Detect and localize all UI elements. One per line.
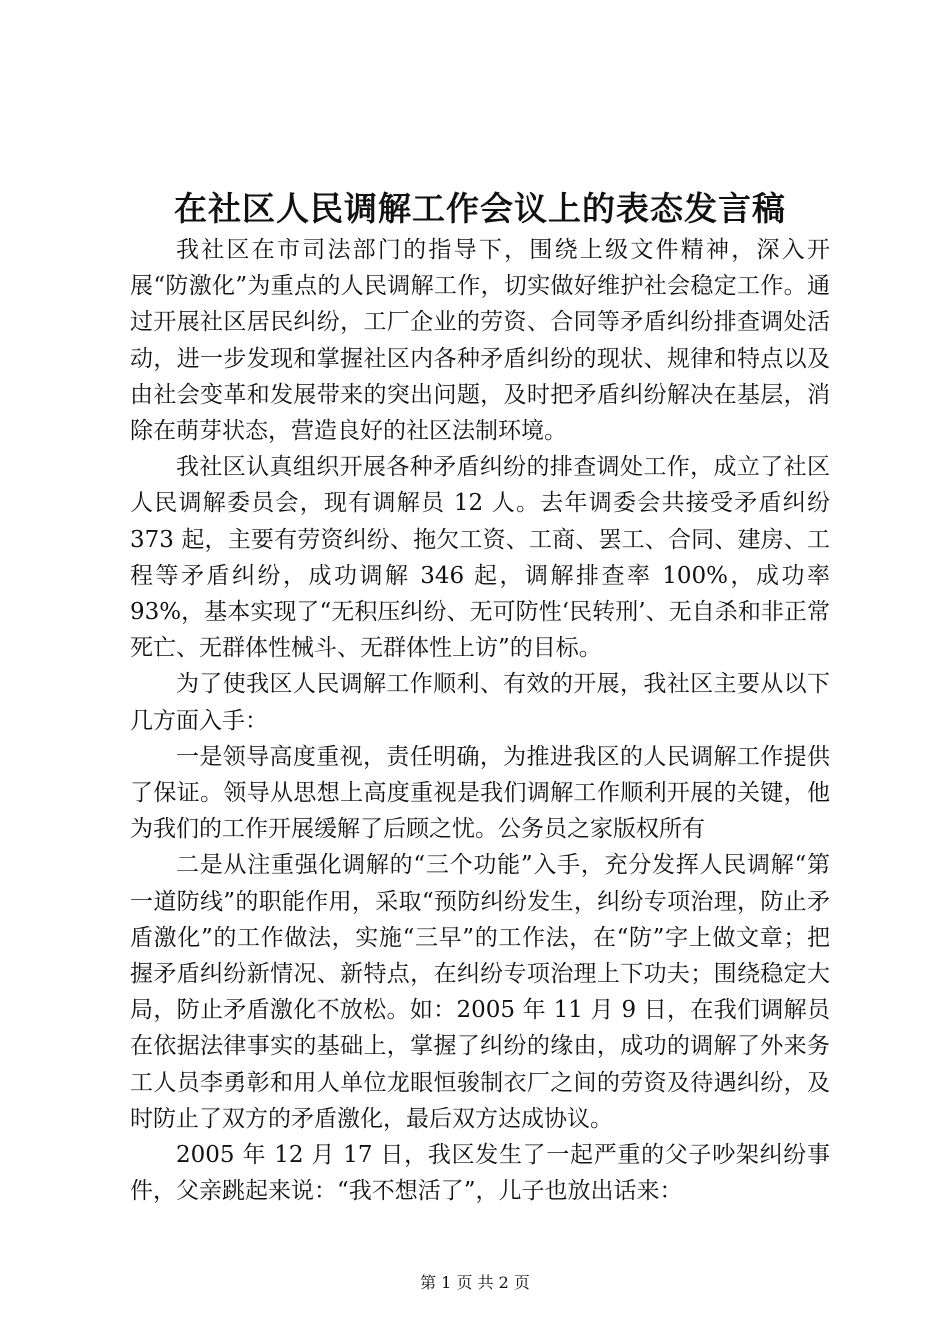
page-number-footer: 第 1 页 共 2 页 (420, 1273, 530, 1292)
paragraph: 二是从注重强化调解的“三个功能”入手，充分发挥人民调解“第一道防线”的职能作用，采取“预防纠纷发生，纠纷专项治理，防止矛盾激化”的工作做法，实施“三早”的工作法，在“防”字上做文章；把握矛盾纠纷新情况、新特点，在纠纷专项治理上下功夫；围绕稳定大局，防止矛盾激化不放松。如：2005 年 11 月 9 日，在我们调解员在依据法律事实的基础上，掌握了纠纷的缘由，成功的调解了外来务工人员李勇彰和用人单位龙眼恒骏制衣厂之间的劳资及待遇纠纷，及时防止了双方的矛盾激化，最后双方达成协议。 (130, 852, 830, 1132)
paragraph: 我社区在市司法部门的指导下，围绕上级文件精神，深入开展“防激化”为重点的人民调解工作，切实做好维护社会稳定工作。通过开展社区居民纠纷，工厂企业的劳资、合同等矛盾纠纷排查调处活动，进一步发现和掌握社区内各种矛盾纠纷的现状、规律和特点以及由社会变革和发展带来的突出问题，及时把矛盾纠纷解决在基层，消除在萌芽状态，营造良好的社区法制环境。 (130, 237, 830, 445)
paragraph: 为了使我区人民调解工作顺利、有效的开展，我社区主要从以下几方面入手： (130, 671, 830, 734)
paragraph: 一是领导高度重视，责任明确，为推进我区的人民调解工作提供了保证。领导从思想上高度重视是我们调解工作顺利开展的关键，他为我们的工作开展缓解了后顾之忧。公务员之家版权所有 (130, 743, 830, 843)
document-title: 在社区人民调解工作会议上的表态发言稿 (174, 189, 786, 228)
paragraph: 2005 年 12 月 17 日，我区发生了一起严重的父子吵架纠纷事件，父亲跳起来说：“我不想活了”，儿子也放出话来： (130, 1142, 830, 1205)
document-body (130, 232, 830, 1209)
paragraph: 我社区认真组织开展各种矛盾纠纷的排查调处工作，成立了社区人民调解委员会，现有调解员 12 人。去年调委会共接受矛盾纠纷 373 起，主要有劳资纠纷、拖欠工资、工商、罢工、合同、建房、工程等矛盾纠纷，成功调解 346 起，调解排查率 100%，成功率 93%，基本实现了“无积压纠纷、无可防性‘民转刑’、无自杀和非正常死亡、无群体性械斗、无群体性上访”的目标。 (130, 454, 830, 662)
